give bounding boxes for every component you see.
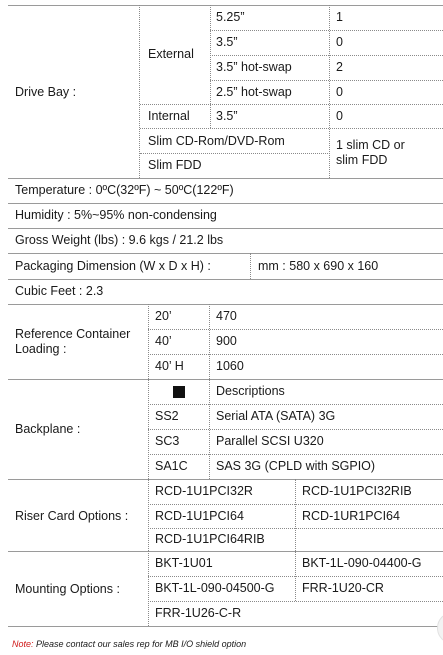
divider bbox=[139, 5, 140, 178]
drive-qty: 2 bbox=[336, 60, 343, 74]
drive-size: 2.5” hot-swap bbox=[216, 85, 292, 99]
riser-item: RCD-1U1PCI64 bbox=[155, 509, 244, 523]
mounting-item: BKT-1L-090-04500-G bbox=[155, 581, 275, 595]
backplane-label: Backplane : bbox=[15, 422, 81, 436]
divider bbox=[148, 479, 149, 551]
divider bbox=[148, 504, 443, 505]
divider bbox=[8, 304, 443, 305]
divider bbox=[148, 304, 149, 379]
divider bbox=[8, 279, 443, 280]
riser-item: RCD-1UR1PCI64 bbox=[302, 509, 400, 523]
drive-qty: 0 bbox=[336, 109, 343, 123]
divider bbox=[250, 253, 251, 279]
mounting-item: BKT-1U01 bbox=[155, 556, 213, 570]
backplane-code: SC3 bbox=[155, 434, 180, 448]
divider bbox=[140, 128, 443, 129]
black-square-icon bbox=[173, 386, 185, 398]
riser-label: Riser Card Options : bbox=[15, 509, 129, 523]
divider bbox=[148, 429, 443, 430]
mounting-item: FRR-1U20-CR bbox=[302, 581, 384, 595]
backplane-code: SA1C bbox=[155, 459, 188, 473]
divider bbox=[148, 576, 443, 577]
gross-weight: Gross Weight (lbs) : 9.6 kgs / 21.2 lbs bbox=[15, 233, 224, 247]
divider bbox=[148, 354, 443, 355]
slim-fdd-label: Slim FDD bbox=[148, 158, 202, 172]
divider bbox=[210, 5, 211, 128]
footnote bbox=[12, 639, 246, 649]
mounting-item: FRR-1U26-C-R bbox=[155, 606, 242, 620]
divider bbox=[148, 454, 443, 455]
drive-qty: 0 bbox=[336, 85, 343, 99]
note-text: Please contact our sales rep for MB I/O shield option bbox=[36, 639, 247, 649]
drive-size: 3.5” hot-swap bbox=[216, 60, 292, 74]
divider bbox=[148, 528, 443, 529]
divider bbox=[209, 304, 210, 379]
bottom-border bbox=[8, 626, 443, 627]
drive-bay-label: Drive Bay : bbox=[15, 85, 77, 99]
container-label: Reference Container bbox=[15, 327, 131, 341]
slim-cd-label: Slim CD-Rom/DVD-Rom bbox=[148, 134, 285, 148]
external-label: External bbox=[148, 47, 194, 61]
backplane-desc: Serial ATA (SATA) 3G bbox=[216, 409, 336, 423]
container-size: 20’ bbox=[155, 309, 172, 323]
divider bbox=[8, 178, 443, 179]
container-value: 900 bbox=[216, 334, 237, 348]
divider bbox=[8, 379, 443, 380]
riser-item: RCD-1U1PCI64RIB bbox=[155, 532, 265, 546]
backplane-header: Descriptions bbox=[216, 384, 285, 398]
backplane-desc: SAS 3G (CPLD with SGPIO) bbox=[216, 459, 376, 473]
divider bbox=[148, 404, 443, 405]
divider bbox=[8, 203, 443, 204]
top-border bbox=[8, 5, 443, 6]
divider bbox=[329, 5, 330, 178]
drive-qty: 0 bbox=[336, 35, 343, 49]
drive-size: 3.5” bbox=[216, 109, 238, 123]
container-label: Loading : bbox=[15, 342, 67, 356]
drive-qty: 1 bbox=[336, 10, 343, 24]
divider bbox=[148, 551, 149, 626]
internal-label: Internal bbox=[148, 109, 190, 123]
drive-size: 3.5” bbox=[216, 35, 238, 49]
divider bbox=[8, 551, 443, 552]
container-value: 470 bbox=[216, 309, 237, 323]
temperature: Temperature : 0ºC(32ºF) ~ 50ºC(122ºF) bbox=[15, 183, 234, 197]
page-corner-decoration bbox=[437, 612, 443, 644]
mounting-label: Mounting Options : bbox=[15, 582, 120, 596]
divider bbox=[8, 228, 443, 229]
drive-size: 5.25” bbox=[216, 10, 245, 24]
divider bbox=[140, 104, 443, 105]
divider bbox=[140, 153, 330, 154]
backplane-code: SS2 bbox=[155, 409, 179, 423]
packaging-label: Packaging Dimension (W x D x H) : bbox=[15, 259, 211, 273]
divider bbox=[8, 479, 443, 480]
divider bbox=[148, 601, 443, 602]
divider bbox=[210, 55, 443, 56]
humidity: Humidity : 5%~95% non-condensing bbox=[15, 208, 217, 222]
cubic-feet: Cubic Feet : 2.3 bbox=[15, 284, 104, 298]
divider bbox=[148, 329, 443, 330]
slim-value: 1 slim CD or bbox=[336, 138, 405, 152]
riser-item: RCD-1U1PCI32R bbox=[155, 484, 253, 498]
packaging-value: mm : 580 x 690 x 160 bbox=[258, 259, 379, 273]
backplane-desc: Parallel SCSI U320 bbox=[216, 434, 324, 448]
divider bbox=[210, 80, 443, 81]
divider bbox=[8, 253, 443, 254]
container-size: 40’ bbox=[155, 334, 172, 348]
slim-value: slim FDD bbox=[336, 153, 388, 167]
note-label: Note: bbox=[12, 639, 34, 649]
container-value: 1060 bbox=[216, 359, 244, 373]
divider bbox=[295, 479, 296, 551]
riser-item: RCD-1U1PCI32RIB bbox=[302, 484, 412, 498]
mounting-item: BKT-1L-090-04400-G bbox=[302, 556, 422, 570]
container-size: 40’ H bbox=[155, 359, 184, 373]
divider bbox=[210, 30, 443, 31]
